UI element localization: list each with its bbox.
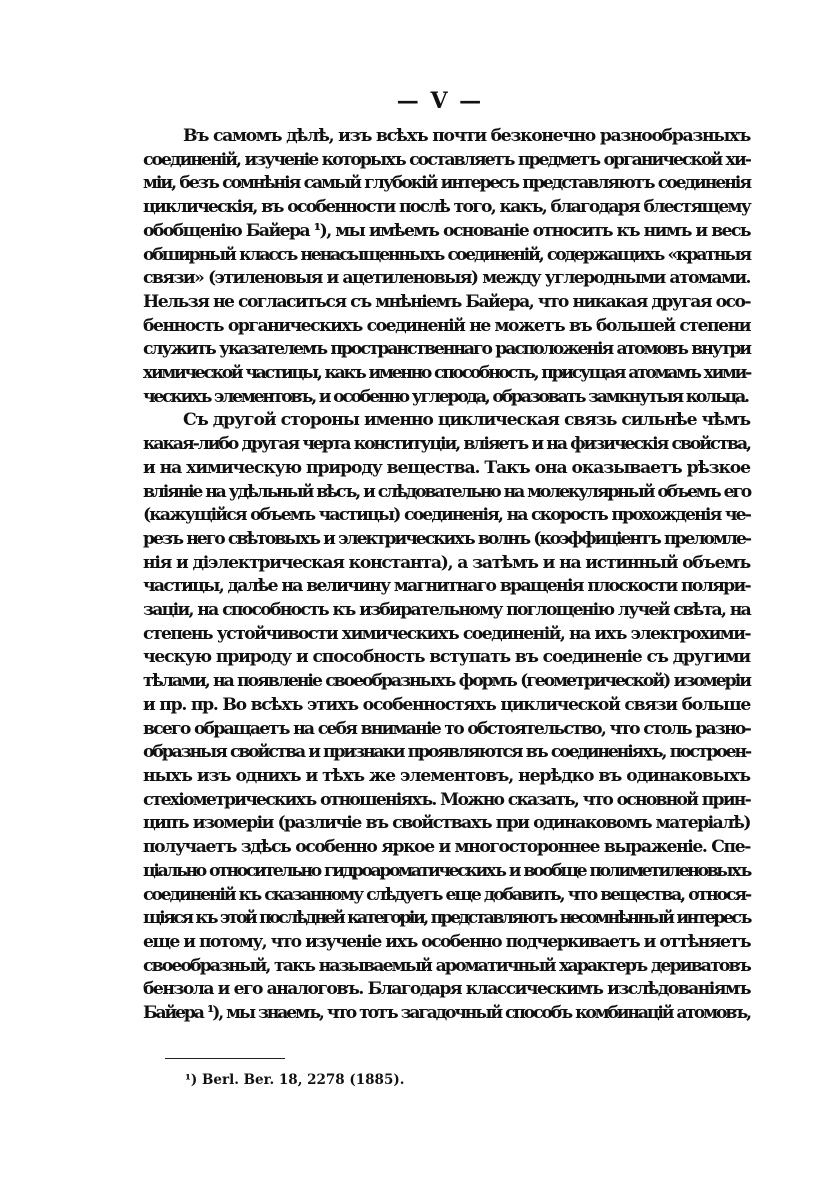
text-line: обобщенію Байера ¹), мы имѣемъ основаніе относить къ нимъ и весь bbox=[143, 220, 750, 241]
text-line: бензола и его аналоговъ. Благодаря классическимъ изслѣдованіямъ bbox=[143, 979, 750, 1000]
text-line: служить указателемъ пространственнаго расположенія атомовъ внутри bbox=[143, 339, 750, 360]
text-line: резъ него свѣтовыхъ и электрическихъ волнъ (коэффиціентъ преломле- bbox=[143, 528, 750, 549]
body-text bbox=[143, 125, 750, 1026]
text-line: бенность органическихъ соединеній не можетъ въ большей степени bbox=[143, 315, 750, 336]
footnote-rule bbox=[165, 1058, 285, 1059]
paragraph-1 bbox=[143, 125, 750, 409]
text-line: образныя свойства и признаки проявляются въ соединеніяхъ, построен- bbox=[143, 742, 750, 763]
text-line: Въ самомъ дѣлѣ, изъ всѣхъ почти безконечно разнообразныхъ bbox=[183, 126, 750, 146]
text-line: ципъ изомеріи (различіе въ свойствахъ при одинаковомъ матеріалѣ) bbox=[143, 813, 750, 834]
text-line: міи, безъ сомнѣнія самый глубокій интересъ представляютъ соединенія bbox=[143, 173, 750, 194]
text-line: стехіометрическихъ отношеніяхъ. Можно сказать, что основной прин- bbox=[143, 789, 750, 810]
text-line: и на химическую природу вещества. Такъ она оказываетъ рѣзкое bbox=[143, 457, 750, 478]
text-line: и пр. пр. Во всѣхъ этихъ особенностяхъ циклической связи больше bbox=[143, 694, 750, 715]
footnote: ¹) Berl. Ber. 18, 2278 (1885). bbox=[185, 1072, 405, 1088]
text-line: всего обращаетъ на себя вниманіе то обстоятельство, что столь разно- bbox=[143, 718, 750, 739]
text-line: частицы, далѣе на величину магнитнаго вращенія плоскости поляри- bbox=[143, 576, 750, 597]
text-line: своеобразный, такъ называемый ароматичный характеръ дериватовъ bbox=[143, 955, 750, 976]
text-line: ческую природу и способность вступать въ соединеніе съ другими bbox=[143, 647, 750, 668]
page-number: — V — bbox=[396, 88, 484, 114]
text-line: какая-либо другая черта конституціи, вліяетъ и на физическія свойства, bbox=[143, 434, 750, 455]
text-line: связи» (этиленовыя и ацетиленовыя) между углеродными атомами. bbox=[143, 268, 750, 289]
text-line: обширный классъ ненасыщенныхъ соединеній, содержащихъ «кратныя bbox=[143, 244, 750, 265]
text-line: заціи, на способность къ избирательному поглощенію лучей свѣта, на bbox=[143, 600, 750, 621]
text-line: нія и діэлектрическая константа), а затѣмъ и на истинный объемъ bbox=[143, 552, 750, 573]
text-line: ціально относительно гидроароматическихъ и вообще полиметиленовыхъ bbox=[143, 860, 750, 881]
text-line: соединеній, изученіе которыхъ составляетъ предметъ органической хи- bbox=[143, 149, 750, 170]
text-line: ныхъ изъ однихъ и тѣхъ же элементовъ, нерѣдко въ одинаковыхъ bbox=[143, 765, 750, 786]
text-line: еще и потому, что изученіе ихъ особенно подчеркиваетъ и оттѣняетъ bbox=[143, 931, 750, 952]
text-line: Нельзя не согласиться съ мнѣніемъ Байера, что никакая другая осо- bbox=[143, 291, 750, 312]
text-line: тѣлами, на появленіе своеобразныхъ формъ (геометрической) изомеріи bbox=[143, 671, 750, 692]
text-line: получаетъ здѣсь особенно яркое и многостороннее выраженіе. Спе- bbox=[143, 837, 750, 858]
paragraph-2 bbox=[143, 409, 750, 1025]
text-line: Байера ¹), мы знаемъ, что тотъ загадочный способъ комбинацій атомовъ, bbox=[143, 1003, 750, 1024]
text-line: циклическія, въ особенности послѣ того, какъ, благодаря блестящему bbox=[143, 197, 750, 218]
text-line: щіяся къ этой послѣдней категоріи, представляютъ несомнѣнный интересъ bbox=[143, 908, 750, 929]
text-line: ческихъ элементовъ, и особенно углерода, образовать замкнутыя кольца. bbox=[143, 386, 748, 407]
text-line: степень устойчивости химическихъ соединеній, на ихъ электрохими- bbox=[143, 623, 750, 644]
text-line: (кажущійся объемъ частицы) соединенія, на скорость прохожденія че- bbox=[143, 505, 750, 526]
text-line: химической частицы, какъ именно способность, присущая атомамъ хими- bbox=[143, 363, 750, 384]
text-line: соединеній къ сказанному слѣдуетъ еще добавить, что вещества, относя- bbox=[143, 884, 750, 905]
text-line: вліяніе на удѣльный вѣсъ, и слѣдовательно на молекулярный объемъ его bbox=[143, 481, 750, 502]
text-line: Съ другой стороны именно циклическая связь сильнѣе чѣмъ bbox=[183, 410, 750, 431]
